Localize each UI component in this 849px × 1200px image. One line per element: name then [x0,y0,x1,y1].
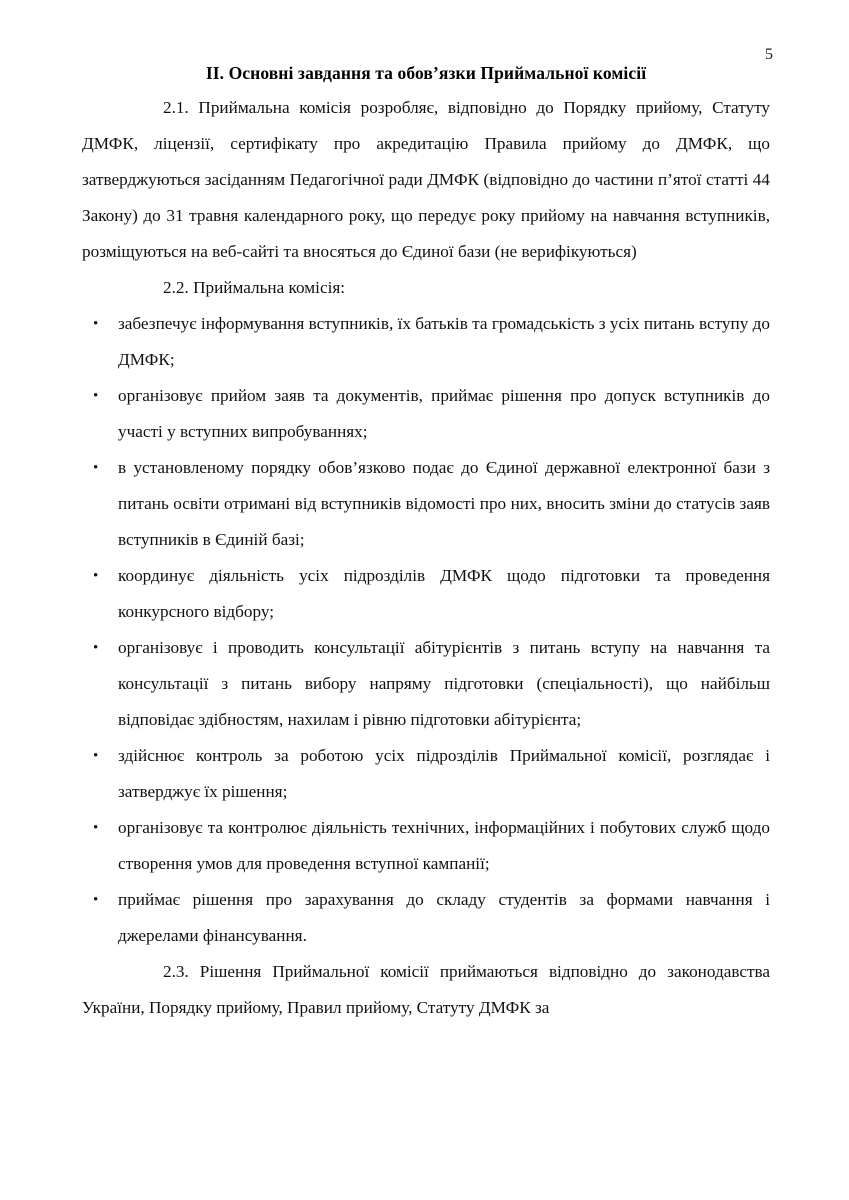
paragraph-2-2: 2.2. Приймальна комісія: [163,278,346,297]
list-item: • забезпечує інформування вступників, їх батьків та громадськість з усіх питань вступу до ДМФК; [82,306,770,378]
page-number: 5 [765,46,773,63]
paragraph-2-3: 2.3. Рішення Приймальної комісії приймаються відповідно до законодавства України, Порядку прийому, Правил прийому, Статуту ДМФК за [82,962,770,1017]
list-item: • здійснює контроль за роботою усіх підрозділів Приймальної комісії, розглядає і затверджує їх рішення; [82,738,770,810]
list-item: • організовує прийом заяв та документів, приймає рішення про допуск вступників до участі у вступних випробуваннях; [82,378,770,450]
list-item: • організовує та контролює діяльність технічних, інформаційних і побутових служб щодо створення умов для проведення вступної кампанії; [82,810,770,882]
page-title: II. Основні завдання та обов’язки Приймальної комісії [205,63,647,83]
list-item: • приймає рішення про зарахування до складу студентів за формами навчання і джерелами фінансування. [82,882,770,954]
list-item: • в установленому порядку обов’язково подає до Єдиної державної електронної бази з питань освіти отримані від вступників відомості про них, вносить зміни до статусів заяв вступників в Єдиній базі; [82,450,770,558]
paragraph-2-1: 2.1. Приймальна комісія розробляє, відповідно до Порядку прийому, Статуту ДМФК, ліцензії, сертифікату про акредитацію Правила прийому до ДМФК, що затверджуються засіданням Педагогічної ради ДМФК (відповідно до частини п’ятої статті 44 Закону) до 31 травня календарного року, що передує року прийому на навчання вступників, розміщуються на веб-сайті та вносяться до Єдиної бази (не верифікуються) [82,98,770,261]
list-item: • координує діяльність усіх підрозділів ДМФК щодо підготовки та проведення конкурсного відбору; [82,558,770,630]
document-body [82,58,770,1026]
duties-list [82,306,770,954]
list-item: • організовує і проводить консультації абітурієнтів з питань вступу на навчання та консультації з питань вибору напряму підготовки (спеціальності), що найбільш відповідає здібностям, нахилам і рівню підготовки абітурієнта; [82,630,770,738]
